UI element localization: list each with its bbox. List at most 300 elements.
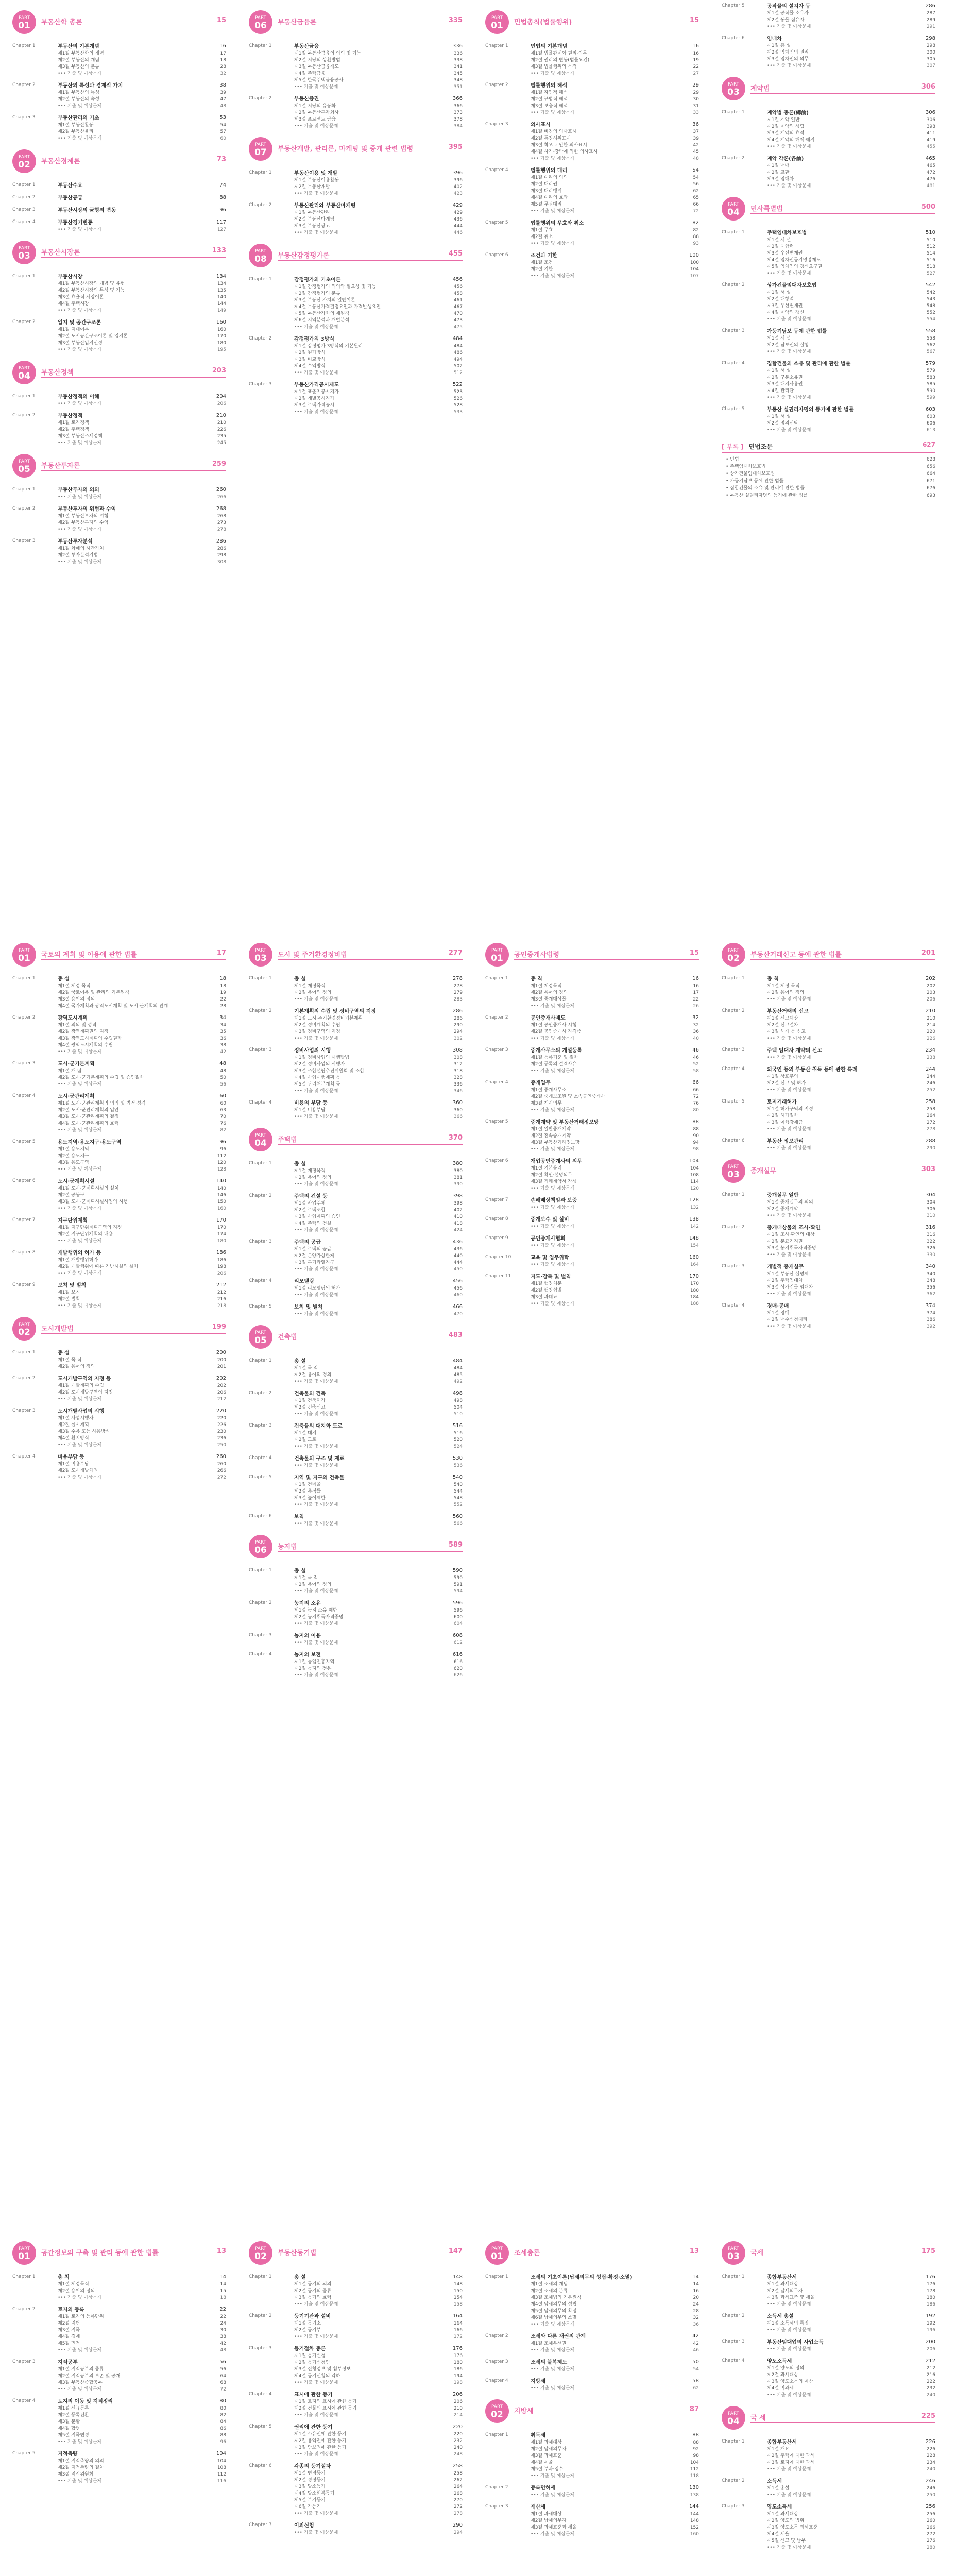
section-entry[interactable] [531, 990, 699, 996]
section-entry[interactable] [294, 357, 463, 363]
section-entry[interactable] [767, 2485, 935, 2492]
section-entry[interactable] [294, 1114, 463, 1121]
section-entry[interactable] [531, 2466, 699, 2473]
chapter-entry[interactable] [12, 2359, 226, 2393]
section-entry[interactable] [767, 1120, 935, 1126]
section-entry[interactable] [531, 1287, 699, 1294]
section-entry[interactable] [767, 1271, 935, 1278]
chapter-entry[interactable] [722, 1008, 935, 1042]
section-entry[interactable] [531, 57, 699, 64]
section-entry[interactable] [294, 1444, 463, 1450]
chapter-entry[interactable] [249, 1358, 463, 1385]
section-entry[interactable] [531, 156, 699, 162]
section-entry[interactable] [294, 216, 463, 223]
section-entry[interactable] [58, 2412, 226, 2419]
section-entry[interactable] [294, 1022, 463, 1029]
section-entry[interactable] [294, 1175, 463, 1181]
section-entry[interactable] [294, 71, 463, 77]
section-entry[interactable] [531, 1087, 699, 1094]
section-entry[interactable] [58, 2380, 226, 2386]
section-entry[interactable] [767, 368, 935, 375]
section-entry[interactable] [58, 347, 226, 353]
section-entry[interactable] [767, 10, 935, 17]
section-entry[interactable] [767, 270, 935, 277]
section-entry[interactable] [58, 1475, 226, 1481]
section-entry[interactable] [767, 2524, 935, 2531]
section-entry[interactable] [58, 1296, 226, 1303]
chapter-entry[interactable] [485, 2359, 699, 2373]
section-entry[interactable] [767, 349, 935, 355]
part-header[interactable] [249, 1324, 463, 1350]
section-entry[interactable] [58, 1442, 226, 1449]
section-entry[interactable] [294, 297, 463, 304]
chapter-entry[interactable] [722, 3, 935, 30]
section-entry[interactable] [294, 1582, 463, 1588]
section-entry[interactable] [531, 208, 699, 215]
chapter-entry[interactable] [12, 182, 226, 190]
section-entry[interactable] [58, 1225, 226, 1231]
chapter-entry[interactable] [12, 2274, 226, 2301]
chapter-entry[interactable] [249, 2392, 463, 2419]
section-entry[interactable] [767, 117, 935, 124]
section-entry[interactable] [294, 2431, 463, 2438]
section-entry[interactable] [294, 1015, 463, 1022]
section-entry[interactable] [767, 176, 935, 183]
section-entry[interactable] [531, 1061, 699, 1068]
section-entry[interactable] [531, 266, 699, 273]
section-entry[interactable] [767, 310, 935, 316]
part-header[interactable] [249, 2240, 463, 2266]
section-entry[interactable] [531, 149, 699, 156]
part-header[interactable] [485, 2240, 699, 2266]
section-entry[interactable] [767, 1245, 935, 1252]
chapter-entry[interactable] [485, 220, 699, 247]
chapter-entry[interactable] [485, 976, 699, 1010]
chapter-entry[interactable] [12, 82, 226, 110]
section-entry[interactable] [531, 1029, 699, 1036]
section-entry[interactable] [294, 1207, 463, 1214]
section-entry[interactable] [58, 2419, 226, 2426]
chapter-entry[interactable] [12, 1015, 226, 1056]
section-entry[interactable] [767, 996, 935, 1003]
section-entry[interactable] [294, 191, 463, 197]
section-entry[interactable] [531, 96, 699, 103]
section-entry[interactable] [58, 996, 226, 1003]
section-entry[interactable] [294, 396, 463, 402]
section-entry[interactable] [58, 1146, 226, 1153]
chapter-entry[interactable] [485, 2504, 699, 2538]
section-entry[interactable] [767, 2327, 935, 2334]
chapter-entry[interactable] [249, 1600, 463, 1628]
section-entry[interactable] [767, 137, 935, 144]
section-entry[interactable] [58, 2347, 226, 2354]
section-entry[interactable] [58, 1114, 226, 1121]
section-entry[interactable] [767, 1213, 935, 1219]
part-header[interactable] [12, 2240, 226, 2266]
section-entry[interactable] [767, 2531, 935, 2538]
section-entry[interactable] [767, 2511, 935, 2518]
section-entry[interactable] [58, 1003, 226, 1010]
section-entry[interactable] [58, 64, 226, 71]
section-entry[interactable] [58, 50, 226, 57]
chapter-entry[interactable] [485, 2432, 699, 2480]
section-entry[interactable] [58, 1166, 226, 1173]
section-entry[interactable] [767, 1113, 935, 1120]
section-entry[interactable] [58, 96, 226, 103]
section-entry[interactable] [767, 342, 935, 349]
section-entry[interactable] [58, 2373, 226, 2380]
section-entry[interactable] [294, 184, 463, 191]
chapter-entry[interactable] [485, 1255, 699, 1268]
part-header[interactable] [485, 942, 699, 968]
chapter-entry[interactable] [722, 2504, 935, 2551]
section-entry[interactable] [294, 1200, 463, 1207]
part-header[interactable] [722, 942, 935, 968]
chapter-entry[interactable] [249, 2463, 463, 2517]
section-entry[interactable] [58, 1383, 226, 1389]
chapter-entry[interactable] [485, 1235, 699, 1249]
chapter-entry[interactable] [249, 1423, 463, 1450]
section-entry[interactable] [767, 1106, 935, 1113]
section-entry[interactable] [294, 1607, 463, 1614]
section-entry[interactable] [767, 296, 935, 303]
section-entry[interactable] [294, 223, 463, 230]
section-entry[interactable] [294, 1614, 463, 1621]
chapter-entry[interactable] [12, 1408, 226, 1449]
section-entry[interactable] [58, 308, 226, 314]
section-entry[interactable] [531, 1126, 699, 1133]
chapter-entry[interactable] [12, 2398, 226, 2446]
section-entry[interactable] [531, 2301, 699, 2308]
part-header[interactable] [485, 9, 699, 35]
section-entry[interactable] [767, 1310, 935, 1317]
section-entry[interactable] [531, 1100, 699, 1107]
section-entry[interactable] [58, 1206, 226, 1212]
section-entry[interactable] [294, 324, 463, 331]
section-entry[interactable] [767, 1324, 935, 1330]
section-entry[interactable] [767, 2446, 935, 2453]
chapter-entry[interactable] [12, 538, 226, 566]
section-entry[interactable] [294, 1659, 463, 1666]
section-entry[interactable] [767, 2295, 935, 2301]
section-entry[interactable] [294, 1404, 463, 1411]
section-entry[interactable] [531, 2281, 699, 2288]
chapter-entry[interactable] [249, 2424, 463, 2458]
section-entry[interactable] [58, 1153, 226, 1160]
section-entry[interactable] [531, 234, 699, 241]
section-entry[interactable] [294, 2438, 463, 2445]
section-entry[interactable] [58, 1231, 226, 1238]
chapter-entry[interactable] [249, 2313, 463, 2341]
part-header[interactable] [12, 942, 226, 968]
section-entry[interactable] [767, 335, 935, 342]
chapter-entry[interactable] [249, 202, 463, 236]
section-entry[interactable] [531, 996, 699, 1003]
chapter-entry[interactable] [722, 361, 935, 401]
chapter-entry[interactable] [12, 2307, 226, 2354]
section-entry[interactable] [294, 2497, 463, 2504]
chapter-entry[interactable] [249, 1239, 463, 1273]
section-entry[interactable] [294, 1502, 463, 1509]
section-entry[interactable] [531, 1165, 699, 1172]
section-entry[interactable] [294, 2320, 463, 2327]
section-entry[interactable] [767, 24, 935, 30]
section-entry[interactable] [294, 1068, 463, 1075]
chapter-entry[interactable] [485, 2333, 699, 2354]
chapter-entry[interactable] [722, 2439, 935, 2473]
section-entry[interactable] [294, 64, 463, 71]
section-entry[interactable] [58, 2320, 226, 2327]
section-entry[interactable] [294, 1379, 463, 1385]
section-entry[interactable] [767, 2466, 935, 2473]
part-header[interactable] [249, 9, 463, 35]
section-entry[interactable] [294, 389, 463, 396]
chapter-entry[interactable] [249, 1455, 463, 1469]
part-header[interactable] [12, 148, 226, 174]
section-entry[interactable] [531, 1068, 699, 1075]
section-entry[interactable] [58, 2478, 226, 2485]
chapter-entry[interactable] [249, 976, 463, 1003]
section-entry[interactable] [58, 1270, 226, 1277]
section-entry[interactable] [58, 227, 226, 233]
section-entry[interactable] [294, 84, 463, 91]
section-entry[interactable] [294, 1088, 463, 1095]
chapter-entry[interactable] [249, 1161, 463, 1188]
section-entry[interactable] [294, 50, 463, 57]
section-entry[interactable] [294, 2288, 463, 2295]
chapter-entry[interactable] [485, 2274, 699, 2328]
section-entry[interactable] [531, 2366, 699, 2373]
chapter-entry[interactable] [12, 1350, 226, 1370]
section-entry[interactable] [58, 1303, 226, 1310]
section-entry[interactable] [58, 2458, 226, 2465]
chapter-entry[interactable] [722, 36, 935, 70]
part-header[interactable] [249, 1534, 463, 1560]
section-entry[interactable] [58, 340, 226, 347]
section-entry[interactable] [294, 1488, 463, 1495]
chapter-entry[interactable] [249, 43, 463, 91]
section-entry[interactable] [767, 983, 935, 990]
section-entry[interactable] [531, 64, 699, 71]
section-entry[interactable] [58, 1415, 226, 1422]
chapter-entry[interactable] [12, 207, 226, 214]
section-entry[interactable] [531, 188, 699, 195]
section-entry[interactable] [531, 71, 699, 77]
part-header[interactable] [249, 136, 463, 162]
section-entry[interactable] [294, 1260, 463, 1266]
section-entry[interactable] [294, 1437, 463, 1444]
section-entry[interactable] [767, 1239, 935, 1245]
section-entry[interactable] [294, 2490, 463, 2497]
chapter-entry[interactable] [249, 1475, 463, 1509]
section-entry[interactable] [58, 90, 226, 96]
section-entry[interactable] [58, 2334, 226, 2341]
section-entry[interactable] [294, 123, 463, 130]
section-entry[interactable] [58, 2465, 226, 2471]
section-entry[interactable] [294, 990, 463, 996]
section-entry[interactable] [767, 144, 935, 150]
section-entry[interactable] [767, 2288, 935, 2295]
section-entry[interactable] [58, 294, 226, 301]
section-entry[interactable] [767, 1252, 935, 1259]
section-entry[interactable] [767, 990, 935, 996]
section-entry[interactable] [58, 2281, 226, 2288]
section-entry[interactable] [58, 1068, 226, 1075]
section-entry[interactable] [767, 49, 935, 56]
chapter-entry[interactable] [722, 328, 935, 355]
part-header[interactable] [12, 240, 226, 265]
section-entry[interactable] [58, 527, 226, 533]
section-entry[interactable] [58, 520, 226, 527]
section-entry[interactable] [294, 1036, 463, 1042]
section-entry[interactable] [531, 1133, 699, 1140]
section-entry[interactable] [531, 195, 699, 201]
section-entry[interactable] [767, 2365, 935, 2372]
chapter-entry[interactable] [249, 1008, 463, 1042]
section-entry[interactable] [294, 317, 463, 324]
section-entry[interactable] [767, 1022, 935, 1029]
section-entry[interactable] [531, 983, 699, 990]
chapter-entry[interactable] [12, 1061, 226, 1088]
chapter-entry[interactable] [12, 2451, 226, 2485]
section-entry[interactable] [294, 2366, 463, 2373]
section-entry[interactable] [531, 2288, 699, 2295]
section-entry[interactable] [294, 343, 463, 350]
section-entry[interactable] [767, 1055, 935, 1061]
section-entry[interactable] [531, 1185, 699, 1192]
section-entry[interactable] [294, 291, 463, 297]
chapter-entry[interactable] [12, 506, 226, 533]
section-entry[interactable] [58, 546, 226, 552]
section-entry[interactable] [531, 2511, 699, 2518]
section-entry[interactable] [294, 983, 463, 990]
section-entry[interactable] [58, 1238, 226, 1245]
chapter-entry[interactable] [485, 1080, 699, 1114]
appendix-header[interactable] [722, 441, 935, 451]
section-entry[interactable] [58, 2439, 226, 2446]
section-entry[interactable] [531, 2492, 699, 2499]
chapter-entry[interactable] [485, 1119, 699, 1153]
section-entry[interactable] [767, 56, 935, 63]
chapter-entry[interactable] [249, 2346, 463, 2386]
section-entry[interactable] [58, 103, 226, 110]
section-entry[interactable] [58, 1160, 226, 1166]
section-entry[interactable] [531, 1224, 699, 1230]
chapter-entry[interactable] [249, 1568, 463, 1595]
chapter-entry[interactable] [249, 1391, 463, 1418]
section-entry[interactable] [58, 1389, 226, 1396]
section-entry[interactable] [531, 110, 699, 116]
section-entry[interactable] [531, 2321, 699, 2328]
section-entry[interactable] [294, 1107, 463, 1114]
section-entry[interactable] [58, 122, 226, 129]
section-entry[interactable] [767, 257, 935, 264]
section-entry[interactable] [294, 1181, 463, 1188]
chapter-entry[interactable] [12, 115, 226, 142]
chapter-entry[interactable] [485, 1197, 699, 1211]
section-entry[interactable] [767, 420, 935, 427]
section-entry[interactable] [58, 2314, 226, 2320]
section-entry[interactable] [531, 1022, 699, 1029]
section-entry[interactable] [294, 210, 463, 216]
section-entry[interactable] [294, 1666, 463, 1672]
chapter-entry[interactable] [722, 976, 935, 1003]
section-entry[interactable] [58, 2288, 226, 2295]
chapter-entry[interactable] [722, 1066, 935, 1094]
section-entry[interactable] [767, 1087, 935, 1094]
section-entry[interactable] [294, 103, 463, 110]
chapter-entry[interactable] [722, 1047, 935, 1061]
section-entry[interactable] [294, 77, 463, 84]
chapter-entry[interactable] [722, 406, 935, 434]
section-entry[interactable] [767, 1074, 935, 1080]
section-entry[interactable] [531, 2295, 699, 2301]
section-entry[interactable] [767, 427, 935, 434]
section-entry[interactable] [58, 57, 226, 64]
section-entry[interactable] [294, 2334, 463, 2341]
section-entry[interactable] [767, 1291, 935, 1298]
section-entry[interactable] [58, 494, 226, 501]
part-header[interactable] [485, 2398, 699, 2424]
section-entry[interactable] [531, 2453, 699, 2460]
section-entry[interactable] [58, 427, 226, 433]
section-entry[interactable] [294, 1482, 463, 1488]
section-entry[interactable] [58, 2341, 226, 2347]
chapter-entry[interactable] [12, 1250, 226, 1277]
section-entry[interactable] [531, 2439, 699, 2446]
chapter-entry[interactable] [249, 277, 463, 331]
section-entry[interactable] [531, 1107, 699, 1114]
section-entry[interactable] [531, 2473, 699, 2480]
section-entry[interactable] [767, 163, 935, 170]
section-entry[interactable] [767, 395, 935, 401]
chapter-entry[interactable] [249, 336, 463, 377]
section-entry[interactable] [531, 2531, 699, 2538]
section-entry[interactable] [294, 1214, 463, 1221]
section-entry[interactable] [767, 2460, 935, 2466]
section-entry[interactable] [294, 2399, 463, 2405]
section-entry[interactable] [294, 2380, 463, 2386]
section-entry[interactable] [767, 2545, 935, 2551]
section-entry[interactable] [531, 2446, 699, 2453]
section-entry[interactable] [531, 260, 699, 266]
section-entry[interactable] [294, 1621, 463, 1628]
chapter-entry[interactable] [12, 1178, 226, 1212]
part-header[interactable] [722, 2405, 935, 2431]
section-entry[interactable] [58, 2366, 226, 2373]
section-entry[interactable] [58, 552, 226, 559]
section-entry[interactable] [294, 2470, 463, 2477]
section-entry[interactable] [767, 1080, 935, 1087]
section-entry[interactable] [294, 2281, 463, 2288]
section-entry[interactable] [531, 1243, 699, 1249]
section-entry[interactable] [294, 1221, 463, 1227]
chapter-entry[interactable] [12, 1454, 226, 1481]
section-entry[interactable] [294, 1253, 463, 1260]
section-entry[interactable] [767, 1126, 935, 1133]
chapter-entry[interactable] [12, 319, 226, 353]
section-entry[interactable] [58, 1257, 226, 1264]
part-header[interactable] [249, 1127, 463, 1153]
chapter-entry[interactable] [12, 219, 226, 233]
section-entry[interactable] [58, 71, 226, 77]
section-entry[interactable] [58, 2295, 226, 2301]
section-entry[interactable] [767, 2301, 935, 2308]
section-entry[interactable] [531, 103, 699, 110]
section-entry[interactable] [58, 1100, 226, 1107]
chapter-entry[interactable] [12, 413, 226, 447]
part-header[interactable] [722, 76, 935, 101]
